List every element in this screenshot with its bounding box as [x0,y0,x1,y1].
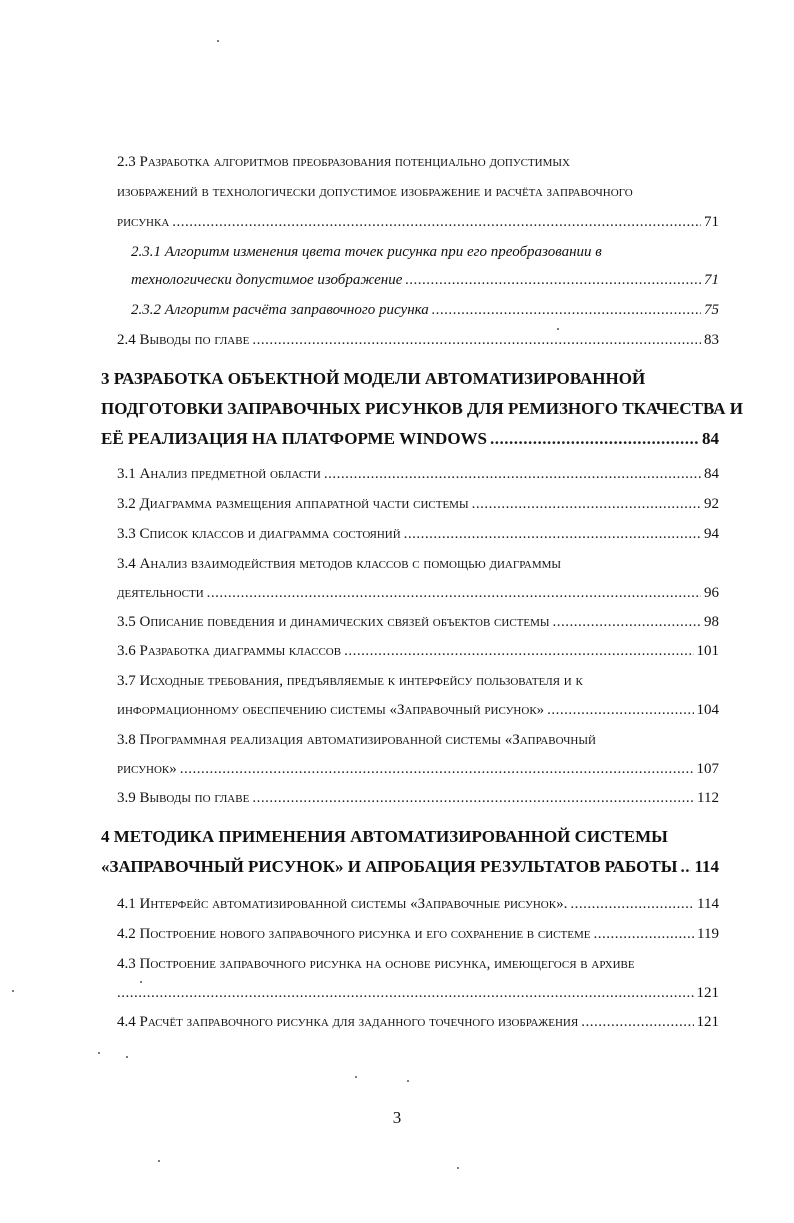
dot-leader [581,1014,693,1031]
toc-3-4-line1: 3.4 Анализ взаимодействия методов классов с помощью диаграммы [117,556,562,572]
toc-2-3-2-page: 75 [704,302,719,318]
toc-3-1-title: 3.1 Анализ предметной области [117,466,321,482]
toc-3-8-line2: рисунок» [117,761,177,777]
toc-3-2-title: 3.2 Диаграмма размещения аппаратной части системы [117,496,469,512]
toc-entry-3-8 [117,761,719,778]
toc-3-2-page: 92 [704,496,719,512]
toc-3-8-line1: 3.8 Программная реализация автоматизированной системы «Заправочный [117,732,596,748]
scan-speck [98,1052,100,1054]
dot-leader [432,302,701,319]
scan-speck [12,990,14,992]
toc-3-1-page: 84 [704,466,719,482]
toc-4-1-title: 4.1 Интерфейс автоматизированной системы «Заправочные рисунок». [117,896,568,912]
dot-leader [207,585,701,602]
toc-entry-3-1 [117,466,719,483]
toc-3-7-line2: информационному обеспечению системы «Заправочный рисунок» [117,702,545,718]
toc-2-3-line1: 2.3 Разработка алгоритмов преобразования потенциально допустимых [117,154,570,170]
dot-leader [570,896,694,913]
toc-entry-3-6 [117,643,719,660]
toc-3-9-title: 3.9 Выводы по главе [117,790,250,806]
scan-speck [140,981,142,983]
toc-3-7-line1: 3.7 Исходные требования, предъявляемые к интерфейсу пользователя и к [117,673,583,689]
dot-leader [680,857,691,877]
dot-leader [593,926,694,943]
toc-2-3-line2: изображений в технологически допустимое изображение и расчёта заправочного [117,184,633,200]
toc-3-6-title: 3.6 Разработка диаграммы классов [117,643,342,659]
toc-3-3-page: 94 [704,526,719,542]
toc-entry-2-3 [117,214,719,231]
toc-entry-4-3 [117,985,719,1002]
page-number: 3 [392,1108,402,1127]
toc-3-5-title: 3.5 Описание поведения и динамических связей объектов системы [117,614,550,630]
chapter-3-page: 84 [702,429,719,448]
chapter-3-line3: ЕЁ РЕАЛИЗАЦИЯ НА ПЛАТФОРМЕ WINDOWS [101,429,488,448]
toc-4-1-page: 114 [697,896,719,912]
dot-leader [172,214,701,231]
toc-3-6-page: 101 [696,643,719,659]
toc-entry-3-2 [117,496,719,513]
toc-entry-3-9 [117,790,719,807]
toc-3-3-title: 3.3 Список классов и диаграмма состояний [117,526,401,542]
dot-leader [472,496,701,513]
chapter-4-page: 114 [694,857,719,876]
toc-2-3-page: 71 [704,214,719,230]
dot-leader [252,332,701,349]
toc-4-3-line1: 4.3 Построение заправочного рисунка на основе рисунка, имеющегося в архиве [117,956,635,972]
toc-3-7-page: 104 [696,702,719,718]
scan-speck [217,40,219,42]
dot-leader [405,272,701,289]
toc-4-4-page: 121 [696,1014,719,1030]
scan-speck [557,328,559,330]
toc-chapter-4 [101,857,719,877]
toc-2-3-2-title: 2.3.2 Алгоритм расчёта заправочного рисунка [131,302,429,318]
toc-2-3-1-line2: технологически допустимое изображение [131,272,403,288]
toc-4-2-page: 119 [697,926,719,942]
scan-speck [457,1167,459,1169]
toc-entry-3-7 [117,702,719,719]
dot-leader [252,790,694,807]
dot-leader [324,466,701,483]
toc-entry-2-3-1 [131,272,719,289]
scan-speck [158,1160,160,1162]
toc-4-2-title: 4.2 Построение нового заправочного рисунка и его сохранение в системе [117,926,591,942]
toc-2-3-1-page: 71 [704,272,719,288]
toc-entry-4-1 [117,896,719,913]
toc-entry-3-3 [117,526,719,543]
dot-leader [490,429,699,449]
toc-3-4-page: 96 [704,585,719,601]
toc-2-3-1-line1: 2.3.1 Алгоритм изменения цвета точек рисунка при его преобразовании в [131,244,602,260]
toc-2-4-title: 2.4 Выводы по главе [117,332,250,348]
dot-leader [404,526,701,543]
toc-3-8-page: 107 [696,761,719,777]
dot-leader [552,614,701,631]
toc-3-4-line2: деятельности [117,585,204,601]
scan-speck [407,1080,409,1082]
toc-2-3-line3: рисунка [117,214,170,230]
toc-entry-4-4 [117,1014,719,1031]
toc-chapter-3 [101,429,719,449]
chapter-3-line1: 3 РАЗРАБОТКА ОБЪЕКТНОЙ МОДЕЛИ АВТОМАТИЗИРОВАННОЙ [101,369,646,388]
toc-entry-2-4 [117,332,719,349]
toc-3-5-page: 98 [704,614,719,630]
dot-leader [547,702,693,719]
toc-entry-2-3-2 [131,302,719,319]
dot-leader [344,643,693,660]
toc-4-3-page: 121 [696,985,719,1001]
chapter-4-line1: 4 МЕТОДИКА ПРИМЕНЕНИЯ АВТОМАТИЗИРОВАННОЙ СИСТЕМЫ [101,827,668,846]
chapter-3-line2: ПОДГОТОВКИ ЗАПРАВОЧНЫХ РИСУНКОВ ДЛЯ РЕМИЗНОГО ТКАЧЕСТВА И [101,399,744,418]
dot-leader [180,761,694,778]
toc-entry-4-2 [117,926,719,943]
toc-entry-3-4 [117,585,719,602]
toc-entry-3-5 [117,614,719,631]
toc-4-4-title: 4.4 Расчёт заправочного рисунка для заданного точечного изображения [117,1014,579,1030]
scan-speck [355,1076,357,1078]
toc-2-4-page: 83 [704,332,719,348]
scan-speck [126,1056,128,1058]
dot-leader [117,985,694,1002]
chapter-4-line2: «ЗАПРАВОЧНЫЙ РИСУНОК» И АПРОБАЦИЯ РЕЗУЛЬТАТОВ РАБОТЫ [101,857,678,876]
toc-3-9-page: 112 [697,790,719,806]
